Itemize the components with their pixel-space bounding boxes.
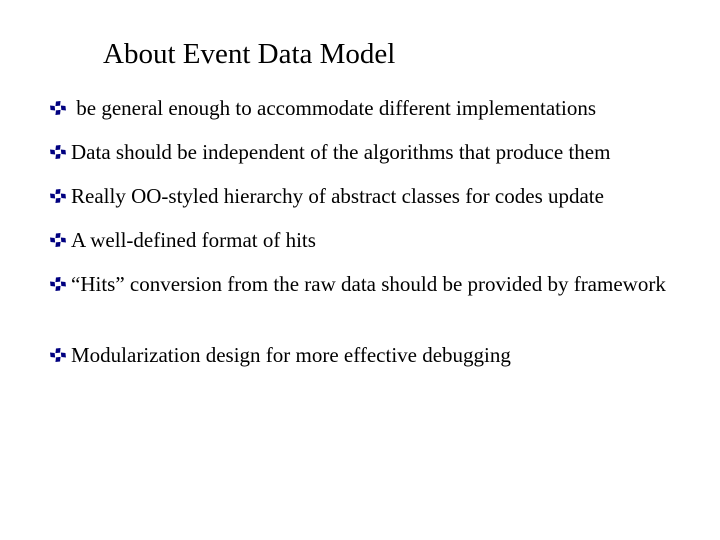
bullet-item bbox=[48, 183, 708, 210]
diamond-bullet-icon bbox=[48, 232, 68, 248]
bullet-text: Really OO-styled hierarchy of abstract classes for codes update bbox=[71, 184, 604, 208]
bullet-item bbox=[48, 271, 708, 298]
bullet-text: A well-defined format of hits bbox=[71, 228, 316, 252]
diamond-bullet-icon bbox=[48, 347, 68, 363]
diamond-bullet-icon bbox=[48, 100, 68, 116]
bullet-item bbox=[48, 95, 708, 122]
bullet-text: “Hits” conversion from the raw data should be provided by framework bbox=[71, 272, 666, 296]
bullet-item bbox=[48, 139, 708, 166]
diamond-bullet-icon bbox=[48, 144, 68, 160]
bullet-text: be general enough to accommodate different implementations bbox=[71, 96, 597, 120]
diamond-bullet-icon bbox=[48, 276, 68, 292]
diamond-bullet-icon bbox=[48, 188, 68, 204]
slide-title: About Event Data Model bbox=[103, 38, 396, 70]
bullet-item bbox=[48, 342, 708, 369]
bullet-text: Data should be independent of the algorithms that produce them bbox=[71, 140, 611, 164]
bullet-text: Modularization design for more effective debugging bbox=[71, 343, 511, 367]
bullet-item bbox=[48, 227, 708, 254]
